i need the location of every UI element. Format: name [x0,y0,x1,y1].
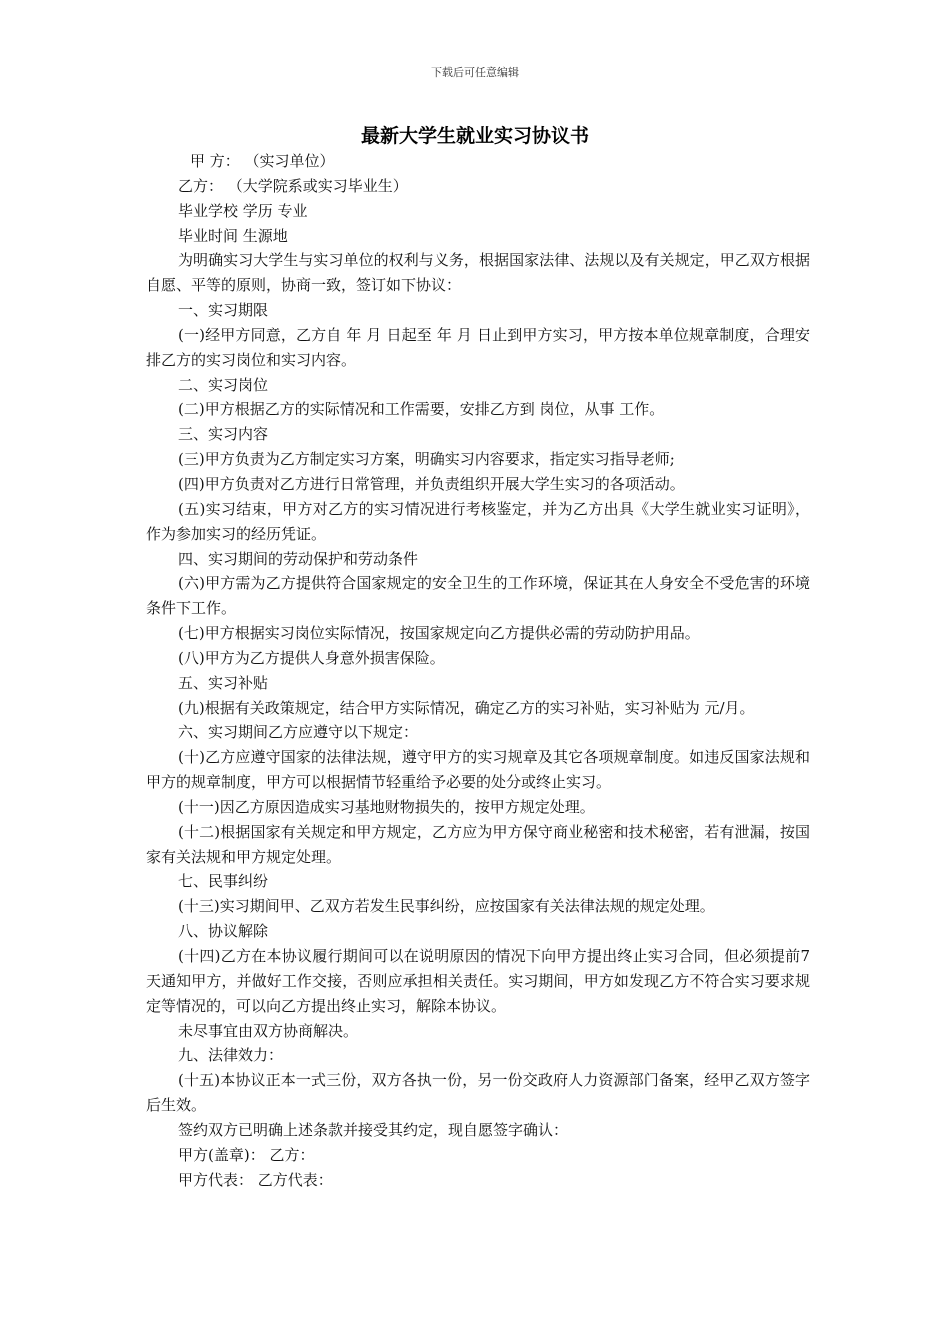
clause-paragraph: (二)甲方根据乙方的实际情况和工作需要，安排乙方到 岗位，从事 工作。 [178,400,665,419]
clause-paragraph: (三)甲方负责为乙方制定实习方案，明确实习内容要求，指定实习指导老师; [178,450,675,469]
section-heading: 五、实习补贴 [178,673,269,692]
clause-paragraph: (九)根据有关政策规定，结合甲方实际情况，确定乙方的实习补贴，实习补贴为 元/月。 [178,698,755,717]
section-heading: 三、实习内容 [178,425,269,444]
clause-paragraph: (十)乙方应遵守国家的法律法规，遵守甲方的实习规章及其它各项规章制度。如违反国家法规和甲方的规章制度，甲方可以根据情节轻重给予必要的处分或终止实习。 [146,748,810,792]
section-heading: 一、实习期限 [178,301,269,320]
section-heading: 二、实习岗位 [178,375,269,394]
clause-paragraph: (十四)乙方在本协议履行期间可以在说明原因的情况下向甲方提出终止实习合同，但必须提前7天通知甲方，并做好工作交接，否则应承担相关责任。实习期间，甲方如发现乙方不符合实习要求规定等情况的，可以向乙方提出终止实习，解除本协议。 [146,947,810,1015]
clause-paragraph: (五)实习结束，甲方对乙方的实习情况进行考核鉴定，并为乙方出具《大学生就业实习证明》，作为参加实习的经历凭证。 [146,499,810,543]
clause-paragraph: (八)甲方为乙方提供人身意外损害保险。 [178,648,445,667]
header-note: 下载后可任意编辑 [431,66,519,79]
clause-paragraph: (四)甲方负责对乙方进行日常管理，并负责组织开展大学生实习的各项活动。 [178,474,685,493]
clause-paragraph: (十二)根据国家有关规定和甲方规定，乙方应为甲方保守商业秘密和技术秘密，若有泄漏，按国家有关法规和甲方规定处理。 [146,822,810,866]
signature-line: 甲方(盖章)： 乙方： [178,1145,315,1164]
section-heading: 八、协议解除 [178,922,269,941]
party-a-line: 甲 方： （实习单位） [190,152,335,170]
clause-paragraph: (七)甲方根据实习岗位实际情况，按国家规定向乙方提供必需的劳动防护用品。 [178,624,700,643]
section-heading: 九、法律效力： [178,1046,284,1065]
document-body [146,149,810,1192]
confirmation-line: 签约双方已明确上述条款并接受其约定，现自愿签字确认： [178,1120,569,1139]
section-heading: 四、实习期间的劳动保护和劳动条件 [178,549,419,568]
clause-paragraph: (十三)实习期间甲、乙双方若发生民事纠纷，应按国家有关法律法规的规定处理。 [178,897,715,916]
graduation-info-line: 毕业时间 生源地 [178,226,288,245]
section-heading: 六、实习期间乙方应遵守以下规定： [178,723,419,742]
clause-paragraph: (一)经甲方同意，乙方自 年 月 日起至 年 月 日止到甲方实习，甲方按本单位规章制度，合理安排乙方的实习岗位和实习内容。 [146,325,810,369]
document-title: 最新大学生就业实习协议书 [360,125,589,147]
clause-paragraph: (十五)本协议正本一式三份，双方各执一份，另一份交政府人力资源部门备案，经甲乙双方签字后生效。 [146,1071,810,1115]
party-b-line: 乙方： （大学院系或实习毕业生） [178,176,408,195]
clause-paragraph: 未尽事宜由双方协商解决。 [178,1021,359,1040]
section-heading: 七、民事纠纷 [178,872,269,891]
clause-paragraph: (十一)因乙方原因造成实习基地财物损失的，按甲方规定处理。 [178,797,595,816]
representative-line: 甲方代表： 乙方代表： [178,1170,333,1189]
clause-paragraph: (六)甲方需为乙方提供符合国家规定的安全卫生的工作环境，保证其在人身安全不受危害的环境条件下工作。 [146,574,810,618]
school-info-line: 毕业学校 学历 专业 [178,201,308,220]
preamble-paragraph: 为明确实习大学生与实习单位的权利与义务，根据国家法律、法规以及有关规定，甲乙双方根据自愿、平等的原则，协商一致，签订如下协议： [146,251,810,295]
